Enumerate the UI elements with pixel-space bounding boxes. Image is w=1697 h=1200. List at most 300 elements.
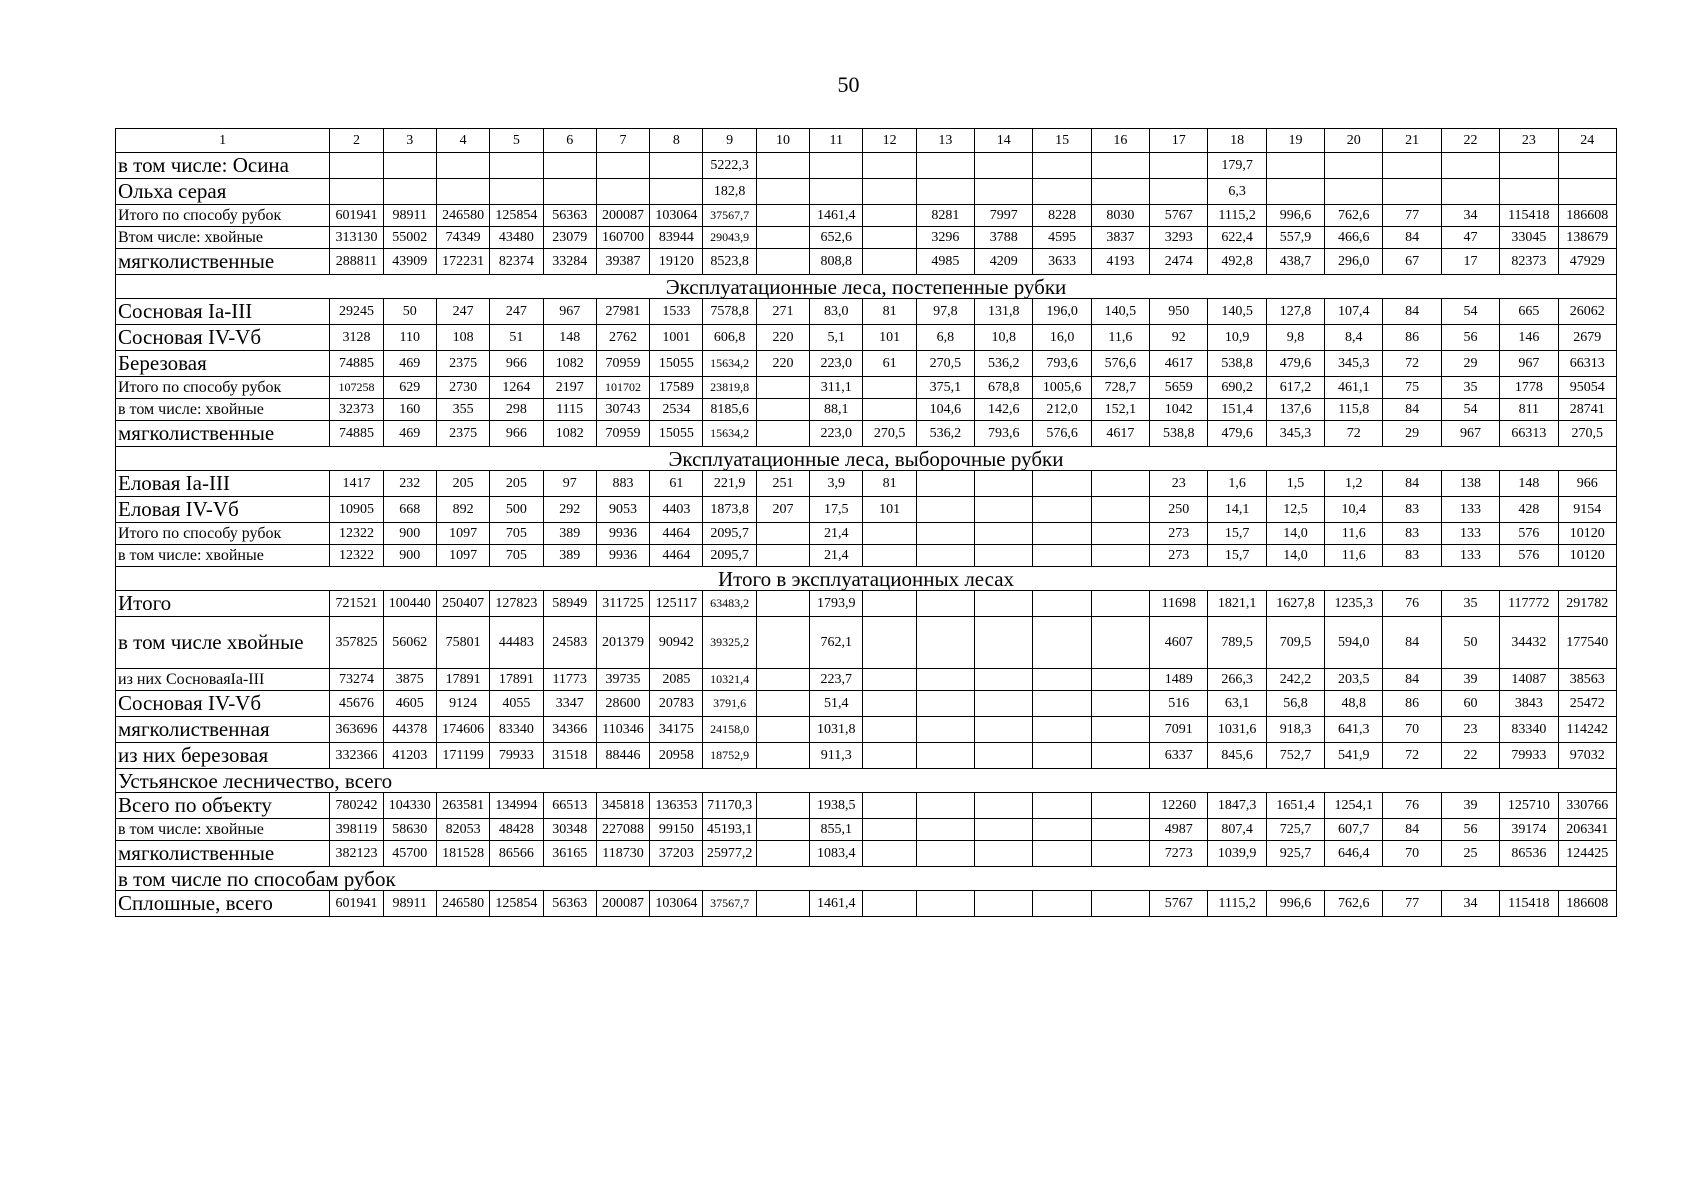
table-cell: 83340 [1500, 717, 1558, 743]
table-cell: 200087 [596, 891, 649, 917]
table-cell [1091, 153, 1149, 179]
table-cell: 4607 [1150, 617, 1208, 669]
table-cell: 12,5 [1266, 497, 1324, 523]
table-cell: 186608 [1558, 205, 1617, 227]
table-cell: 246580 [436, 205, 489, 227]
table-cell: 148 [1500, 471, 1558, 497]
table-cell: 576,6 [1091, 351, 1149, 377]
table-cell: 1115 [543, 399, 596, 421]
table-cell: 1938,5 [810, 793, 863, 819]
table-cell: 83944 [650, 227, 703, 249]
table-cell: 5222,3 [703, 153, 756, 179]
table-cell: 345,3 [1325, 351, 1383, 377]
row-label: Итого по способу рубок [116, 377, 330, 399]
table-cell [916, 717, 974, 743]
table-cell: 607,7 [1325, 819, 1383, 841]
table-cell: 21,4 [810, 545, 863, 567]
row-label: Березовая [116, 351, 330, 377]
column-number: 16 [1091, 129, 1149, 153]
table-cell [1091, 743, 1149, 769]
table-cell: 86536 [1500, 841, 1558, 867]
table-cell: 79933 [1500, 743, 1558, 769]
table-cell [1150, 153, 1208, 179]
table-cell: 1651,4 [1266, 793, 1324, 819]
table-cell: 428 [1500, 497, 1558, 523]
table-cell: 12260 [1150, 793, 1208, 819]
table-cell [1033, 891, 1091, 917]
table-cell: 855,1 [810, 819, 863, 841]
table-cell: 10,8 [975, 325, 1033, 351]
table-cell: 152,1 [1091, 399, 1149, 421]
table-cell: 39 [1441, 793, 1499, 819]
table-cell: 58630 [383, 819, 436, 841]
column-number: 5 [490, 129, 543, 153]
table-cell: 296,0 [1325, 249, 1383, 275]
table-cell: 101 [863, 325, 916, 351]
table-cell: 221,9 [703, 471, 756, 497]
table-cell: 41203 [383, 743, 436, 769]
table-cell: 1082 [543, 421, 596, 447]
table-cell: 66313 [1500, 421, 1558, 447]
table-cell: 25472 [1558, 691, 1617, 717]
table-cell [543, 179, 596, 205]
table-cell: 16,0 [1033, 325, 1091, 351]
table-cell: 142,6 [975, 399, 1033, 421]
table-cell [756, 153, 809, 179]
table-cell [975, 691, 1033, 717]
table-cell: 250 [1150, 497, 1208, 523]
table-cell: 601941 [330, 891, 383, 917]
row-label: Всего по объекту [116, 793, 330, 819]
column-number: 6 [543, 129, 596, 153]
table-cell: 375,1 [916, 377, 974, 399]
table-cell [1325, 179, 1383, 205]
table-cell: 35 [1441, 377, 1499, 399]
table-cell [810, 153, 863, 179]
table-cell: 25 [1441, 841, 1499, 867]
table-cell: 538,8 [1208, 351, 1266, 377]
table-cell [916, 591, 974, 617]
table-cell: 84 [1383, 227, 1441, 249]
table-cell: 75801 [436, 617, 489, 669]
table-cell: 3788 [975, 227, 1033, 249]
table-cell [916, 497, 974, 523]
table-cell [1033, 617, 1091, 669]
table-cell: 37567,7 [703, 205, 756, 227]
table-cell: 1417 [330, 471, 383, 497]
table-cell [490, 179, 543, 205]
table-cell [863, 669, 916, 691]
table-cell: 125117 [650, 591, 703, 617]
table-cell: 500 [490, 497, 543, 523]
table-cell: 81 [863, 299, 916, 325]
table-row [116, 205, 1617, 227]
table-cell [975, 841, 1033, 867]
table-cell [383, 153, 436, 179]
table-cell: 83 [1383, 545, 1441, 567]
table-cell: 86 [1383, 691, 1441, 717]
table-cell: 117772 [1500, 591, 1558, 617]
table-cell: 1778 [1500, 377, 1558, 399]
table-cell: 70 [1383, 841, 1441, 867]
table-cell: 82374 [490, 249, 543, 275]
table-cell [975, 523, 1033, 545]
row-label: в том числе: хвойные [116, 819, 330, 841]
table-cell: 66513 [543, 793, 596, 819]
table-cell: 17,5 [810, 497, 863, 523]
table-cell [863, 205, 916, 227]
row-label: в том числе: хвойные [116, 545, 330, 567]
section-heading: Устьянское лесничество, всего [116, 769, 1617, 793]
table-cell [916, 545, 974, 567]
table-cell: 925,7 [1266, 841, 1324, 867]
table-cell: 18752,9 [703, 743, 756, 769]
table-cell: 382123 [330, 841, 383, 867]
table-cell: 576 [1500, 545, 1558, 567]
table-cell: 845,6 [1208, 743, 1266, 769]
table-cell: 83340 [490, 717, 543, 743]
table-cell: 678,8 [975, 377, 1033, 399]
table-cell: 75 [1383, 377, 1441, 399]
table-cell: 357825 [330, 617, 383, 669]
table-cell: 51,4 [810, 691, 863, 717]
table-cell [1091, 617, 1149, 669]
table-cell: 39174 [1500, 819, 1558, 841]
table-cell: 104,6 [916, 399, 974, 421]
table-row [116, 325, 1617, 351]
table-cell: 54 [1441, 299, 1499, 325]
table-cell: 1082 [543, 351, 596, 377]
table-cell: 72 [1325, 421, 1383, 447]
table-cell: 1254,1 [1325, 793, 1383, 819]
table-cell: 1,2 [1325, 471, 1383, 497]
table-cell [1383, 179, 1441, 205]
column-number: 1 [116, 129, 330, 153]
table-cell: 72 [1383, 351, 1441, 377]
table-cell [1091, 669, 1149, 691]
table-cell: 23079 [543, 227, 596, 249]
table-row [116, 249, 1617, 275]
table-cell [1500, 153, 1558, 179]
table-cell: 541,9 [1325, 743, 1383, 769]
table-cell: 466,6 [1325, 227, 1383, 249]
table-cell: 4464 [650, 523, 703, 545]
table-cell: 762,6 [1325, 205, 1383, 227]
table-cell: 1,5 [1266, 471, 1324, 497]
table-cell: 652,6 [810, 227, 863, 249]
table-cell [330, 179, 383, 205]
table-cell: 4464 [650, 545, 703, 567]
table-cell: 84 [1383, 471, 1441, 497]
table-cell: 45700 [383, 841, 436, 867]
table-cell: 668 [383, 497, 436, 523]
table-cell: 3,9 [810, 471, 863, 497]
table-cell: 206341 [1558, 819, 1617, 841]
table-cell: 171199 [436, 743, 489, 769]
table-cell: 330766 [1558, 793, 1617, 819]
table-cell: 4617 [1150, 351, 1208, 377]
table-cell: 10120 [1558, 545, 1617, 567]
table-cell: 9936 [596, 545, 649, 567]
table-cell [1033, 669, 1091, 691]
table-cell: 101702 [596, 377, 649, 399]
table-cell [650, 179, 703, 205]
table-cell [1091, 841, 1149, 867]
table-cell: 2474 [1150, 249, 1208, 275]
table-cell [975, 617, 1033, 669]
table-cell: 124425 [1558, 841, 1617, 867]
table-cell [596, 153, 649, 179]
table-cell: 146 [1500, 325, 1558, 351]
row-label: Сосновая IV-Vб [116, 325, 330, 351]
table-cell: 138 [1441, 471, 1499, 497]
table-cell [863, 793, 916, 819]
section-row [116, 769, 1617, 793]
table-cell: 220 [756, 325, 809, 351]
table-cell: 29 [1383, 421, 1441, 447]
row-label: в том числе: хвойные [116, 399, 330, 421]
table-cell [1091, 691, 1149, 717]
table-cell [863, 691, 916, 717]
row-label: Сосновая Ia-III [116, 299, 330, 325]
table-cell [543, 153, 596, 179]
column-number: 17 [1150, 129, 1208, 153]
table-cell [916, 841, 974, 867]
table-cell: 115418 [1500, 205, 1558, 227]
table-cell: 7997 [975, 205, 1033, 227]
table-cell: 8281 [916, 205, 974, 227]
table-cell: 70 [1383, 717, 1441, 743]
table-cell: 47929 [1558, 249, 1617, 275]
table-cell: 137,6 [1266, 399, 1324, 421]
table-cell: 35 [1441, 591, 1499, 617]
table-cell [1033, 179, 1091, 205]
table-cell: 996,6 [1266, 205, 1324, 227]
table-cell [863, 819, 916, 841]
table-cell [1383, 153, 1441, 179]
column-number: 23 [1500, 129, 1558, 153]
table-cell [863, 523, 916, 545]
table-cell: 9936 [596, 523, 649, 545]
table-cell: 115,8 [1325, 399, 1383, 421]
table-cell: 15055 [650, 421, 703, 447]
table-cell [756, 227, 809, 249]
table-row [116, 497, 1617, 523]
page-number: 50 [837, 72, 860, 97]
section-heading: Эксплуатационные леса, постепенные рубки [116, 275, 1617, 299]
table-cell: 8523,8 [703, 249, 756, 275]
table-cell [1266, 153, 1324, 179]
table-cell: 74349 [436, 227, 489, 249]
table-cell: 8185,6 [703, 399, 756, 421]
table-cell: 103064 [650, 205, 703, 227]
table-cell: 273 [1150, 523, 1208, 545]
table-cell: 2534 [650, 399, 703, 421]
table-cell: 77 [1383, 891, 1441, 917]
table-cell: 1847,3 [1208, 793, 1266, 819]
table-cell: 33045 [1500, 227, 1558, 249]
table-cell: 17891 [490, 669, 543, 691]
column-number: 10 [756, 129, 809, 153]
column-number: 19 [1266, 129, 1324, 153]
table-cell [863, 617, 916, 669]
table-cell: 24583 [543, 617, 596, 669]
table-cell: 288811 [330, 249, 383, 275]
table-cell: 883 [596, 471, 649, 497]
table-cell: 47 [1441, 227, 1499, 249]
table-cell: 2762 [596, 325, 649, 351]
column-number: 8 [650, 129, 703, 153]
table-cell: 50 [383, 299, 436, 325]
table-row [116, 227, 1617, 249]
table-cell: 516 [1150, 691, 1208, 717]
table-cell: 469 [383, 421, 436, 447]
table-cell: 8,4 [1325, 325, 1383, 351]
table-cell: 355 [436, 399, 489, 421]
table-row [116, 717, 1617, 743]
table-cell: 345,3 [1266, 421, 1324, 447]
table-cell: 2375 [436, 421, 489, 447]
table-cell: 705 [490, 523, 543, 545]
table-cell: 19120 [650, 249, 703, 275]
table-cell: 576 [1500, 523, 1558, 545]
table-cell [975, 793, 1033, 819]
table-row [116, 523, 1617, 545]
table-cell: 270,5 [1558, 421, 1617, 447]
table-cell [975, 591, 1033, 617]
table-cell [1033, 523, 1091, 545]
table-cell: 967 [1441, 421, 1499, 447]
table-cell: 84 [1383, 819, 1441, 841]
table-cell [863, 227, 916, 249]
table-cell: 110 [383, 325, 436, 351]
table-cell: 74885 [330, 351, 383, 377]
table-cell: 3293 [1150, 227, 1208, 249]
row-label: Сосновая IV-Vб [116, 691, 330, 717]
table-cell: 606,8 [703, 325, 756, 351]
table-cell: 101 [863, 497, 916, 523]
table-cell: 2095,7 [703, 523, 756, 545]
table-cell: 97032 [1558, 743, 1617, 769]
table-cell: 23819,8 [703, 377, 756, 399]
table-cell [650, 153, 703, 179]
table-row [116, 691, 1617, 717]
table-cell: 134994 [490, 793, 543, 819]
table-row [116, 471, 1617, 497]
table-cell [975, 891, 1033, 917]
table-cell [1033, 743, 1091, 769]
table-cell: 34175 [650, 717, 703, 743]
table-row [116, 841, 1617, 867]
table-cell: 762,6 [1325, 891, 1383, 917]
table-cell [975, 471, 1033, 497]
table-cell: 811 [1500, 399, 1558, 421]
table-cell: 2375 [436, 351, 489, 377]
table-cell: 39325,2 [703, 617, 756, 669]
table-cell: 363696 [330, 717, 383, 743]
table-cell: 311725 [596, 591, 649, 617]
table-cell: 629 [383, 377, 436, 399]
table-cell [916, 743, 974, 769]
table-cell: 247 [436, 299, 489, 325]
table-cell: 6,3 [1208, 179, 1266, 205]
table-cell [1033, 471, 1091, 497]
section-row [116, 867, 1617, 891]
table-cell: 752,7 [1266, 743, 1324, 769]
table-cell: 807,4 [1208, 819, 1266, 841]
table-cell [1150, 179, 1208, 205]
table-cell: 82373 [1500, 249, 1558, 275]
table-cell: 793,6 [1033, 351, 1091, 377]
table-cell: 182,8 [703, 179, 756, 205]
table-cell [863, 591, 916, 617]
table-cell: 10,9 [1208, 325, 1266, 351]
table-cell: 1793,9 [810, 591, 863, 617]
table-cell: 967 [1500, 351, 1558, 377]
table-cell: 721521 [330, 591, 383, 617]
row-label: Итого по способу рубок [116, 205, 330, 227]
table-cell [756, 743, 809, 769]
table-cell: 3837 [1091, 227, 1149, 249]
table-cell: 34 [1441, 205, 1499, 227]
row-label: Сплошные, всего [116, 891, 330, 917]
table-cell: 196,0 [1033, 299, 1091, 325]
table-cell [1441, 153, 1499, 179]
table-cell: 2679 [1558, 325, 1617, 351]
row-label: Ольха серая [116, 179, 330, 205]
table-cell [1558, 179, 1617, 205]
table-cell: 9053 [596, 497, 649, 523]
table-cell: 118730 [596, 841, 649, 867]
table-cell: 67 [1383, 249, 1441, 275]
table-cell: 23 [1441, 717, 1499, 743]
table-cell: 14,0 [1266, 545, 1324, 567]
table-cell: 10,4 [1325, 497, 1383, 523]
table-cell [916, 471, 974, 497]
table-cell: 82053 [436, 819, 489, 841]
table-cell: 37567,7 [703, 891, 756, 917]
table-cell: 9,8 [1266, 325, 1324, 351]
table-cell: 51 [490, 325, 543, 351]
table-cell: 127823 [490, 591, 543, 617]
column-number: 14 [975, 129, 1033, 153]
table-cell: 263581 [436, 793, 489, 819]
row-label: из них СосноваяIa-III [116, 669, 330, 691]
table-cell: 125710 [1500, 793, 1558, 819]
table-cell: 45193,1 [703, 819, 756, 841]
table-cell: 1264 [490, 377, 543, 399]
table-cell: 4985 [916, 249, 974, 275]
table-row [116, 819, 1617, 841]
table-row [116, 669, 1617, 691]
table-cell: 617,2 [1266, 377, 1324, 399]
table-cell: 39 [1441, 669, 1499, 691]
table-cell: 15,7 [1208, 523, 1266, 545]
table-cell: 100440 [383, 591, 436, 617]
table-cell [1033, 591, 1091, 617]
table-cell: 33284 [543, 249, 596, 275]
table-cell: 11,6 [1325, 545, 1383, 567]
row-label: в том числе: Осина [116, 153, 330, 179]
column-number: 3 [383, 129, 436, 153]
table-cell: 29043,9 [703, 227, 756, 249]
table-cell: 4987 [1150, 819, 1208, 841]
table-cell [916, 691, 974, 717]
table-cell: 133 [1441, 545, 1499, 567]
table-row [116, 793, 1617, 819]
table-cell: 966 [490, 351, 543, 377]
table-cell: 1627,8 [1266, 591, 1324, 617]
